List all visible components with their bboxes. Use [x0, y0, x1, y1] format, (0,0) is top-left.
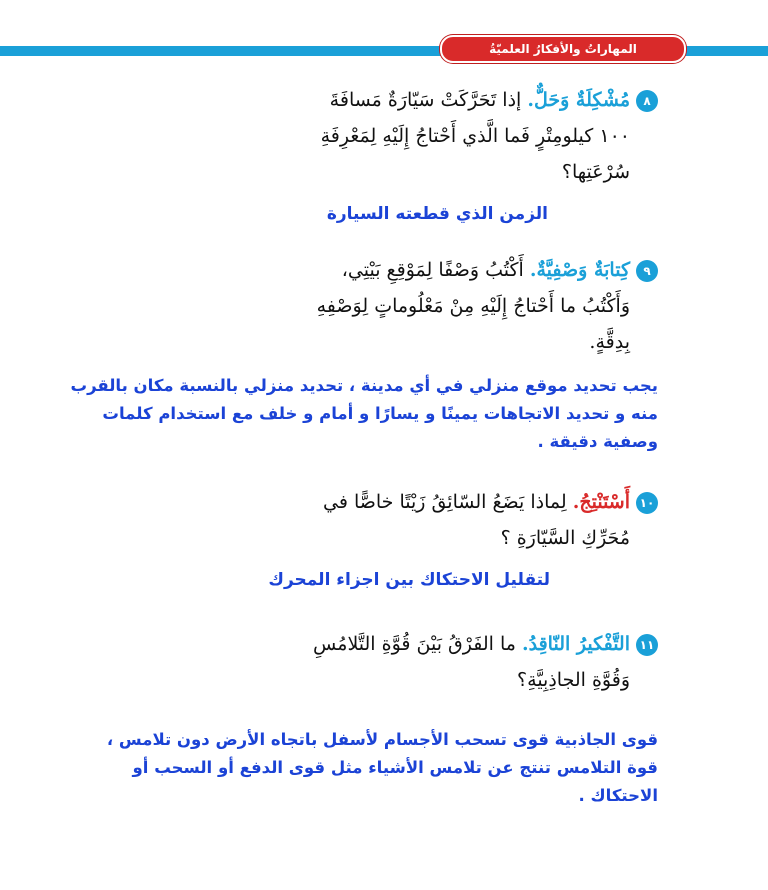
- question-11: [98, 626, 658, 698]
- question-line: بِدِقَّةٍ.: [589, 331, 630, 353]
- answer-line: قوة التلامس تنتج عن تلامس الأشياء مثل قوى الدفع أو السحب أو: [132, 758, 658, 777]
- question-line: وَأَكْتُبُ ما أَحْتاجُ إِلَيْهِ مِنْ مَعْلُوماتٍ لِوَصْفِهِ: [316, 295, 630, 317]
- question-line: وَقُوَّةِ الجاذِبِيَّةِ؟: [517, 669, 630, 691]
- question-keyword: أَسْتَنْتِجُ.: [572, 491, 630, 513]
- answer-line: منه و تحديد الاتجاهات يمينًا و يسارًا و أمام و خلف مع استخدام كلمات: [102, 404, 658, 423]
- question-line: سُرْعَتِها؟: [561, 161, 630, 183]
- question-line: ما الفَرْقُ بَيْنَ قُوَّةِ التَّلامُسِ: [313, 633, 516, 655]
- question-8-text: [98, 82, 658, 190]
- question-line: ١٠٠ كيلومِتْرٍ فَما الَّذي أَحْتاجُ إِلَيْهِ لِمَعْرِفَةِ: [320, 125, 630, 147]
- answer-line: قوى الجاذبية قوى تسحب الأجسام لأسفل باتجاه الأرض دون تلامس ،: [106, 730, 658, 749]
- question-keyword: مُشْكِلَةٌ وَحَلٌّ.: [527, 89, 630, 111]
- question-8: [98, 82, 658, 190]
- question-number-badge: ١٠: [636, 492, 658, 514]
- question-keyword: كِتابَةٌ وَصْفِيَّةٌ.: [529, 259, 630, 281]
- answer-8: [68, 200, 548, 228]
- answer-line: لتقليل الاحتكاك بين اجزاء المحرك: [268, 570, 550, 590]
- question-number-badge: ١١: [636, 634, 658, 656]
- question-line: أَكْتُبُ وَصْفًا لِمَوْقِعِ بَيْتِي،: [341, 259, 524, 281]
- question-11-text: [98, 626, 658, 698]
- question-10: [98, 484, 658, 556]
- question-line: مُحَرِّكِ السَّيّارَةِ ؟: [500, 527, 630, 549]
- answer-line: وصفية دقيقة .: [537, 432, 658, 451]
- question-10-text: [98, 484, 658, 556]
- answer-line: الاحتكاك .: [578, 786, 658, 805]
- question-line: لِماذا يَضَعُ السّائِقُ زَيْتًا خاصًّا في: [322, 491, 567, 513]
- section-title-tab: المهاراتُ والأفكارُ العلميّةُ: [440, 35, 686, 63]
- question-9: [98, 252, 658, 360]
- answer-10: [70, 566, 550, 594]
- question-number-badge: ٨: [636, 90, 658, 112]
- answer-9: [38, 372, 658, 456]
- answer-11: [58, 726, 658, 810]
- answer-line: يجب تحديد موقع منزلي في أي مدينة ، تحديد منزلي بالنسبة مكان بالقرب: [70, 376, 658, 395]
- question-keyword: التَّفْكيرُ النّاقِدُ.: [522, 633, 630, 655]
- question-number-badge: ٩: [636, 260, 658, 282]
- question-line: إذا تَحَرَّكَتْ سَيّارَةٌ مَسافَةَ: [329, 89, 522, 111]
- answer-line: الزمن الذي قطعته السيارة: [326, 204, 548, 224]
- question-9-text: [98, 252, 658, 360]
